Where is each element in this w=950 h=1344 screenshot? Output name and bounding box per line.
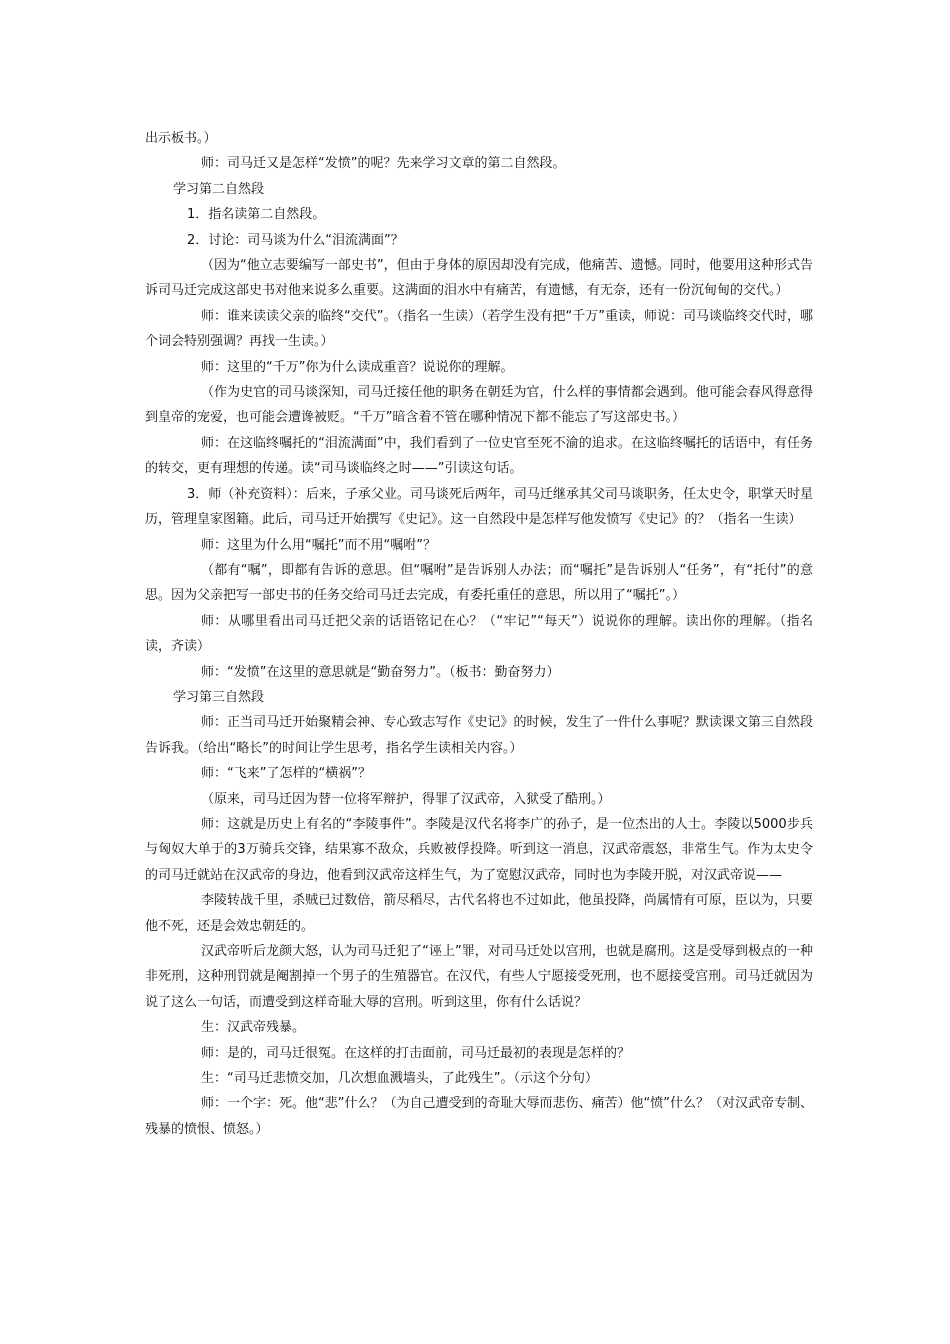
section-heading-2: 学习第二自然段 [173,181,265,197]
paragraph-15: 师：“发愤”在这里的意思就是“勤奋努力”。（板书：勤奋努力） [201,664,560,680]
paragraph-26: 师：一个字：死。他“悲”什么？（为自己遭受到的奇耻大辱而悲伤、痛苦）他“愤”什么？（对汉武帝专制、残暴的愤恨、愤怒。） [145,1096,813,1137]
paragraph-10: 师：在这临终嘱托的“泪流满面”中，我们看到了一位史官至死不渝的追求。在这临终嘱托的话语中，有任务的转交，更有理想的传递。读“司马谈临终之时——”引读这句话。 [145,435,813,477]
paragraph-09: （作为史官的司马谈深知，司马迁接任他的职务在朝廷为官，什么样的事情都会遇到。他可能会春风得意得到皇帝的宠爱，也可能会遭谗被贬。“千万”暗含着不管在哪种情况下都不能忘了写这部史书。） [145,385,813,426]
paragraph-02: 师：司马迁又是怎样“发愤”的呢？先来学习文章的第二自然段。 [201,156,566,172]
paragraph-21: 李陵转战千里，杀贼已过数倍，箭尽稻尽，古代名将也不过如此，他虽投降，尚属情有可原，臣以为，只要他不死，还是会效忠朝廷的。 [145,893,813,934]
paragraph-07: 师：谁来读读父亲的临终“交代”。（指名一生读）（若学生没有把“千万”重读，师说：司马谈临终交代时，哪个词会特别强调？再找一生读。） [145,308,813,350]
paragraph-17: 师：正当司马迁开始聚精会神、专心致志写作《史记》的时候，发生了一件什么事呢？默读课文第三自然段告诉我。（给出“略长”的时间让学生思考，指名学生读相关内容。） [145,715,813,756]
paragraph-06: （因为“他立志要编写一部史书”，但由于身体的原因却没有完成，他痛苦、遗憾。同时，他要用这种形式告诉司马迁完成这部史书对他来说多么重要。这满面的泪水中有痛苦，有遗憾，有无奈，还有一份沉甸甸的交代。） [145,258,813,299]
paragraph-18: 师：“飞来”了怎样的“横祸”？ [201,766,371,782]
paragraph-20: 师：这就是历史上有名的“李陵事件”。李陵是汉代名将李广的孙子，是一位杰出的人士。李陵以5000步兵与匈奴大单于的3万骑兵交锋，结果寡不敌众，兵败被俘投降。听到这一消息，汉武帝震怒，非常生气。作为太史令的司马迁就站在汉武帝的身边，他看到汉武帝这样生气，为了宽慰汉武帝，同时也为李陵开脱，对汉武帝说—— [145,816,813,883]
paragraph-22: 汉武帝听后龙颜大怒，认为司马迁犯了“诬上”罪，对司马迁处以宫刑，也就是腐刑。这是受辱到极点的一种非死刑，这种刑罚就是阉割掉一个男子的生殖器官。在汉代，有些人宁愿接受死刑，也不愿接受宫刑。司马迁就因为说了这么一句话，而遭受到这样奇耻大辱的宫刑。听到这里，你有什么话说？ [145,944,813,1010]
paragraph-19: （原来，司马迁因为替一位将军辩护，得罪了汉武帝，入狱受了酷刑。） [201,791,611,807]
paragraph-24: 师：是的，司马迁很冤。在这样的打击面前，司马迁最初的表现是怎样的？ [201,1045,631,1061]
paragraph-25: 生：“司马迁悲愤交加，几次想血溅墙头，了此残生”。（示这个分句） [201,1071,598,1087]
paragraph-13: （都有“嘱”，即都有告诉的意思。但“嘱咐”是告诉别人办法；而“嘱托”是告诉别人“任务”，有“托付”的意思。因为父亲把写一部史书的任务交给司马迁去完成，有委托重任的意思，所以用了“嘱托”。） [145,562,813,604]
paragraph-11: 3．师（补充资料）：后来，子承父业。司马谈死后两年，司马迁继承其父司马谈职务，任太史令，职掌天时星历，管理皇家图籍。此后，司马迁开始撰写《史记》。这一自然段中是怎样写他发愤写《史记》的？（指名一生读） [145,486,813,528]
document-page [145,126,813,1142]
paragraph-14: 师：从哪里看出司马迁把父亲的话语铭记在心？（“牢记”“每天”）说说你的理解。读出你的理解。（指名读，齐读） [145,613,813,655]
paragraph-01: 出示板书。） [145,131,217,146]
paragraph-08: 师：这里的“千万”你为什么读成重音？说说你的理解。 [201,359,514,375]
paragraph-12: 师：这里为什么用“嘱托”而不用“嘱咐”？ [201,537,436,553]
paragraph-23: 生：汉武帝残暴。 [201,1020,306,1036]
section-heading-3: 学习第三自然段 [173,689,265,705]
paragraph-05: 2．讨论：司马谈为什么“泪流满面”？ [187,232,404,248]
paragraph-04: 1．指名读第二自然段。 [187,207,326,223]
